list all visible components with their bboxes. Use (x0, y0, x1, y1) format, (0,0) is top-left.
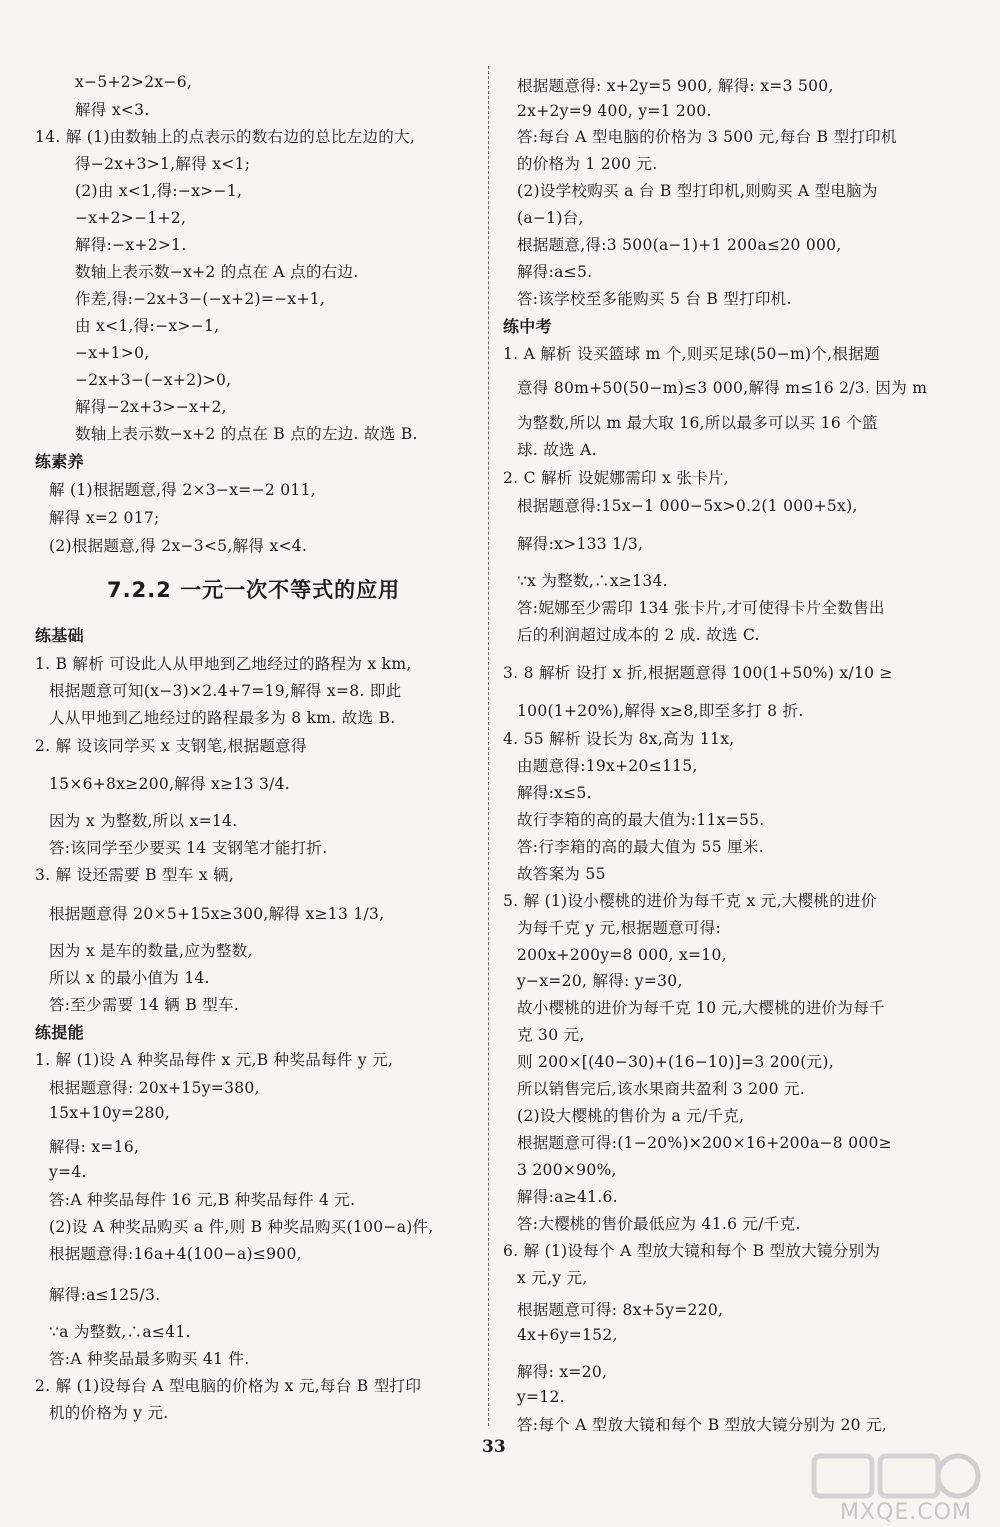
right-text-line: 根据题意,得:3 500(a−1)+1 200a≤20 000, (517, 236, 842, 254)
column-divider (488, 66, 489, 1426)
left-text-line: 解得 x<3. (75, 101, 150, 119)
left-text-line: 3. 解 设还需要 B 型车 x 辆, (35, 866, 235, 884)
left-text-line: 人从甲地到乙地经过的路程最多为 8 km. 故选 B. (49, 709, 396, 727)
left-text-line: 15×6+8x≥200,解得 x≥13 3/4. (49, 775, 291, 793)
right-text-line: 为整数,所以 m 最大取 16,所以最多可以买 16 个篮 (517, 414, 878, 432)
left-text-line: 根据题意可知(x−3)×2.4+7=19,解得 x=8. 即此 (49, 682, 402, 700)
left-text-line: 因为 x 是车的数量,应为整数, (49, 942, 253, 960)
right-text-line: 意得 80m+50(50−m)≤3 000,解得 m≤16 2/3. 因为 m (517, 379, 928, 397)
right-text-line: 5. 解 (1)设小樱桃的进价为每千克 x 元,大樱桃的进价 (503, 892, 877, 910)
right-text-line: 故行李箱的高的最大值为:11x=55. (517, 811, 765, 829)
left-text-line: 作差,得:−2x+3−(−x+2)=−x+1, (75, 290, 326, 308)
right-text-line: (2)设大樱桃的售价为 a 元/千克, (517, 1107, 745, 1125)
right-text-line: 答:每个 A 型放大镜和每个 B 型放大镜分别为 20 元, (517, 1416, 888, 1434)
right-text-line: y−x=20, 解得: y=30, (517, 972, 683, 990)
right-text-line: 4x+6y=152, (517, 1326, 618, 1344)
right-text-line: (2)设学校购买 a 台 B 型打印机,则购买 A 型电脑为 (517, 182, 878, 200)
left-text-line: −2x+3−(−x+2)>0, (75, 371, 232, 389)
right-text-line: 6. 解 (1)设每个 A 型放大镜和每个 B 型放大镜分别为 (503, 1242, 881, 1260)
right-text-line: 2. C 解析 设妮娜需印 x 张卡片, (503, 469, 729, 487)
left-text-line: 答:A 种奖品每件 16 元,B 种奖品每件 4 元. (49, 1191, 356, 1209)
left-text-line: 2. 解 (1)设每台 A 型电脑的价格为 x 元,每台 B 型打印 (35, 1377, 422, 1395)
left-text-line: 解得 x=2 017; (49, 509, 160, 527)
left-text-line: 根据题意得 20×5+15x≥300,解得 x≥13 1/3, (49, 905, 385, 923)
right-text-line: 为每千克 y 元,根据题意可得: (517, 919, 722, 937)
left-text-line: −x+2>−1+2, (75, 209, 187, 227)
left-text-line: 答:A 种奖品最多购买 41 件. (49, 1350, 250, 1368)
page-number: 33 (482, 1437, 506, 1457)
right-text-line: 答:妮娜至少需印 134 张卡片,才可使得卡片全数售出 (517, 599, 885, 617)
right-text-line: 3. 8 解析 设打 x 折,根据题意得 100(1+50%) x/10 ≥ (503, 664, 893, 682)
right-text-line: 克 30 元, (517, 1026, 585, 1044)
left-text-line: 由 x<1,得:−x>−1, (75, 317, 220, 335)
right-text-line: 根据题意可得: 8x+5y=220, (517, 1301, 724, 1319)
right-text-line: 根据题意可得:(1−20%)×200×16+200a−8 000≥ (517, 1134, 892, 1152)
right-text-line: 1. A 解析 设买篮球 m 个,则买足球(50−m)个,根据题 (503, 345, 880, 363)
left-text-line: 答:至少需要 14 辆 B 型车. (49, 996, 240, 1014)
left-text-line: 答:该同学至少要买 14 支钢笔才能打折. (49, 839, 328, 857)
right-text-line: y=12. (517, 1388, 565, 1406)
right-text-line: 根据题意得:15x−1 000−5x>0.2(1 000+5x), (517, 497, 858, 515)
right-text-line: 解得:x>133 1/3, (517, 535, 644, 553)
right-text-line: 100(1+20%),解得 x≥8,即至多打 8 折. (517, 702, 804, 720)
right-text-line: 解得:a≥41.6. (517, 1188, 618, 1206)
left-text-line: ∵a 为整数,∴a≤41. (49, 1323, 191, 1341)
right-text-line: 所以销售完后,该水果商共盈利 3 200 元. (517, 1080, 805, 1098)
left-text-line: 所以 x 的最小值为 14. (49, 969, 210, 987)
right-text-line: (a−1)台, (517, 209, 584, 227)
right-text-line: 解得:a≤5. (517, 263, 593, 281)
left-text-line: (2)设 A 种奖品购买 a 件,则 B 种奖品购买(100−a)件, (49, 1218, 434, 1236)
right-text-line: ∵x 为整数,∴x≥134. (517, 572, 668, 590)
section-heading: 7.2.2 一元一次不等式的应用 (107, 578, 401, 602)
right-text-line: 答:该学校至多能购买 5 台 B 型打印机. (517, 290, 792, 308)
left-text-line: 解 (1)根据题意,得 2×3−x=−2 011, (49, 481, 316, 499)
section-heading: 练中考 (503, 317, 552, 336)
left-text-line: y=4. (49, 1163, 87, 1181)
right-text-line: x 元,y 元, (517, 1269, 588, 1287)
left-text-line: 2. 解 设该同学买 x 支钢笔,根据题意得 (35, 737, 307, 755)
right-text-line: 2x+2y=9 400, y=1 200. (517, 102, 712, 120)
left-text-line: 解得:a≤125/3. (49, 1286, 161, 1304)
right-text-line: 根据题意得: x+2y=5 900, 解得: x=3 500, (517, 77, 834, 95)
left-text-line: (2)由 x<1,得:−x>−1, (75, 182, 243, 200)
right-text-line: 后的利润超过成本的 2 成. 故选 C. (517, 626, 760, 644)
right-text-line: 答:每台 A 型电脑的价格为 3 500 元,每台 B 型打印机 (517, 128, 897, 146)
right-text-line: 故答案为 55 (517, 865, 606, 883)
right-text-line: 答:大樱桃的售价最低应为 41.6 元/千克. (517, 1215, 801, 1233)
watermark-text: MXQE.COM (840, 1500, 972, 1525)
right-text-line: 由题意得:19x+20≤115, (517, 757, 698, 775)
left-text-line: 机的价格为 y 元. (49, 1404, 169, 1422)
left-text-line: 根据题意得: 20x+15y=380, (49, 1079, 260, 1097)
left-text-line: 1. B 解析 可设此人从甲地到乙地经过的路程为 x km, (35, 655, 412, 673)
section-heading: 练素养 (35, 452, 84, 471)
right-text-line: 解得:x≤5. (517, 784, 592, 802)
left-text-line: 解得−2x+3>−x+2, (75, 398, 227, 416)
left-text-line: 根据题意得:16a+4(100−a)≤900, (49, 1245, 302, 1263)
left-text-line: (2)根据题意,得 2x−3<5,解得 x<4. (49, 537, 308, 555)
section-heading: 练提能 (35, 1023, 84, 1042)
right-text-line: 200x+200y=8 000, x=10, (517, 946, 727, 964)
right-text-line: 则 200×[(40−30)+(16−10)]=3 200(元), (517, 1053, 834, 1071)
right-text-line: 4. 55 解析 设长为 8x,高为 11x, (503, 730, 735, 748)
right-text-line: 球. 故选 A. (517, 441, 597, 459)
right-text-line: 3 200×90%, (517, 1161, 617, 1179)
left-text-line: 解得: x=16, (49, 1138, 140, 1156)
left-text-line: −x+1>0, (75, 344, 150, 362)
left-text-line: 得−2x+3>1,解得 x<1; (75, 155, 251, 173)
right-text-line: 解得: x=20, (517, 1363, 608, 1381)
left-text-line: 数轴上表示数−x+2 的点在 B 点的左边. 故选 B. (75, 425, 418, 443)
right-text-line: 的价格为 1 200 元. (517, 155, 658, 173)
right-text-line: 答:行李箱的高的最大值为 55 厘米. (517, 838, 764, 856)
left-text-line: 数轴上表示数−x+2 的点在 A 点的右边. (75, 263, 359, 281)
left-text-line: 14. 解 (1)由数轴上的点表示的数右边的总比左边的大, (35, 128, 416, 146)
left-text-line: 15x+10y=280, (49, 1104, 171, 1122)
right-text-line: 故小樱桃的进价为每千克 10 元,大樱桃的进价为每千 (517, 999, 885, 1017)
section-heading: 练基础 (35, 626, 84, 645)
left-text-line: 因为 x 为整数,所以 x=14. (49, 812, 238, 830)
left-text-line: 解得:−x+2>1. (75, 236, 187, 254)
left-text-line: 1. 解 (1)设 A 种奖品每件 x 元,B 种奖品每件 y 元, (35, 1051, 394, 1069)
left-text-line: x−5+2>2x−6, (75, 73, 193, 91)
